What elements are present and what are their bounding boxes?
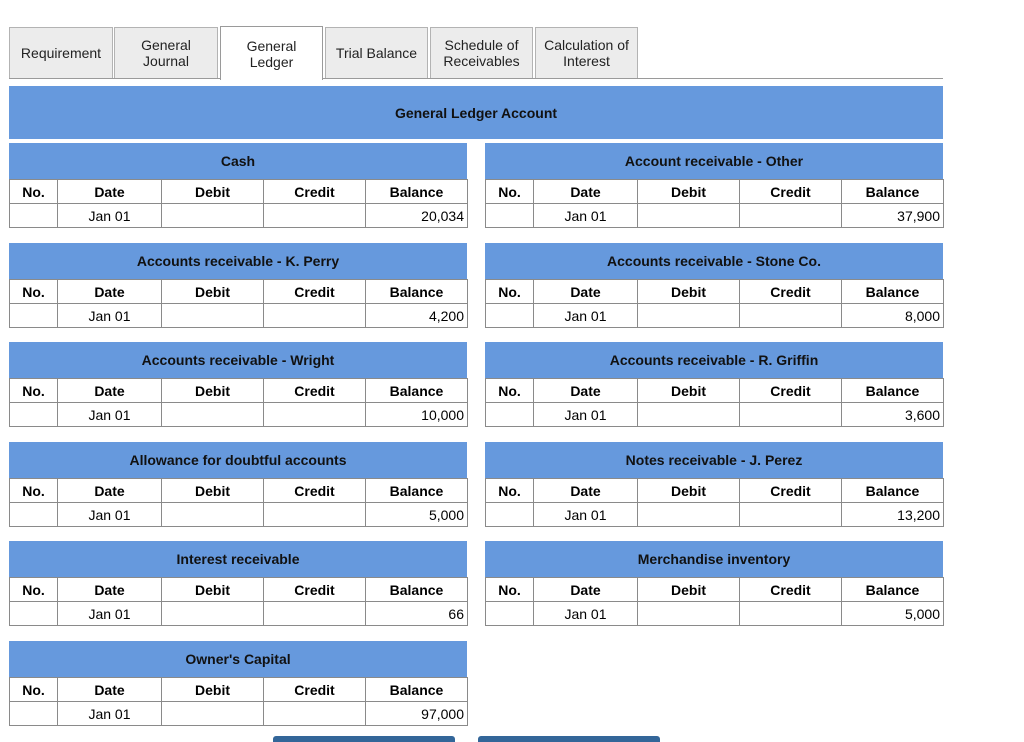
- col-header-debit: Debit: [638, 578, 740, 602]
- cell-debit[interactable]: [162, 304, 264, 328]
- cell-balance: 97,000: [366, 702, 468, 726]
- col-header-no: No.: [486, 379, 534, 403]
- cell-credit[interactable]: [264, 503, 366, 527]
- table-row: [486, 403, 944, 427]
- general-ledger-header: [9, 86, 943, 139]
- account-title: [485, 541, 943, 577]
- account-title: [485, 342, 943, 378]
- cell-credit[interactable]: [264, 403, 366, 427]
- col-header-credit: Credit: [264, 678, 366, 702]
- cell-balance: 5,000: [842, 602, 944, 626]
- table-row: [486, 503, 944, 527]
- col-header-date: Date: [534, 578, 638, 602]
- ledger-table: [485, 279, 944, 328]
- cell-balance: 66: [366, 602, 468, 626]
- cell-debit[interactable]: [638, 204, 740, 228]
- account-title: [9, 243, 467, 279]
- cell-debit[interactable]: [638, 602, 740, 626]
- col-header-debit: Debit: [162, 280, 264, 304]
- ledger-table: [485, 478, 944, 527]
- tab-schedule-of-receivables[interactable]: Schedule of Receivables: [430, 27, 533, 78]
- cell-no[interactable]: [10, 304, 58, 328]
- col-header-no: No.: [10, 280, 58, 304]
- cell-debit[interactable]: [638, 304, 740, 328]
- col-header-balance: Balance: [842, 379, 944, 403]
- col-header-no: No.: [10, 678, 58, 702]
- col-header-credit: Credit: [264, 379, 366, 403]
- page-title: General Ledger Account: [394, 104, 558, 121]
- tab-requirement[interactable]: Requirement: [9, 27, 113, 78]
- account-title: [485, 143, 943, 179]
- table-row: [10, 403, 468, 427]
- cell-credit[interactable]: [740, 204, 842, 228]
- cell-date: Jan 01: [58, 503, 162, 527]
- cell-debit[interactable]: [162, 503, 264, 527]
- col-header-debit: Debit: [162, 479, 264, 503]
- col-header-balance: Balance: [366, 379, 468, 403]
- ledger-header-row: [10, 280, 468, 304]
- col-header-balance: Balance: [366, 578, 468, 602]
- col-header-debit: Debit: [638, 479, 740, 503]
- cell-balance: 5,000: [366, 503, 468, 527]
- account-title: [485, 243, 943, 279]
- account-name: Cash: [220, 153, 256, 169]
- cell-no[interactable]: [486, 503, 534, 527]
- col-header-balance: Balance: [842, 280, 944, 304]
- ledger-table: [485, 577, 944, 626]
- col-header-debit: Debit: [638, 379, 740, 403]
- ledger-table: [9, 478, 468, 527]
- cell-credit[interactable]: [264, 702, 366, 726]
- cell-date: Jan 01: [534, 602, 638, 626]
- account-name: Owner's Capital: [185, 651, 291, 667]
- ledger-header-row: [10, 479, 468, 503]
- account-title: [9, 541, 467, 577]
- cell-credit[interactable]: [740, 503, 842, 527]
- tab-general-journal[interactable]: General Journal: [114, 27, 218, 78]
- cell-date: Jan 01: [58, 602, 162, 626]
- col-header-credit: Credit: [740, 578, 842, 602]
- col-header-debit: Debit: [162, 379, 264, 403]
- col-header-no: No.: [10, 578, 58, 602]
- ledger-table: [9, 378, 468, 427]
- col-header-date: Date: [534, 379, 638, 403]
- ledger-header-row: [486, 479, 944, 503]
- account-title: [485, 442, 943, 478]
- cell-balance: 20,034: [366, 204, 468, 228]
- ledger-header-row: [486, 578, 944, 602]
- account-title: [9, 143, 467, 179]
- table-row: [10, 602, 468, 626]
- account-name: Allowance for doubtful accounts: [129, 452, 347, 468]
- tab-calculation-of-interest[interactable]: Calculation of Interest: [535, 27, 638, 78]
- cell-date: Jan 01: [534, 204, 638, 228]
- col-header-date: Date: [58, 578, 162, 602]
- ledger-table: [9, 279, 468, 328]
- ledger-account-merchandise-inventory: [485, 541, 943, 626]
- cell-date: Jan 01: [58, 403, 162, 427]
- ledger-header-row: [10, 578, 468, 602]
- ledger-account-accounts-receivable-k-perry: [9, 243, 467, 328]
- ledger-account-notes-receivable-j-perez: [485, 442, 943, 527]
- ledger-table: [485, 179, 944, 228]
- cell-debit[interactable]: [638, 503, 740, 527]
- col-header-credit: Credit: [264, 578, 366, 602]
- ledger-account-accounts-receivable-wright: [9, 342, 467, 427]
- col-header-date: Date: [58, 180, 162, 204]
- ledger-account-accounts-receivable-stone-co: [485, 243, 943, 328]
- account-name: Notes receivable - J. Perez: [625, 452, 803, 468]
- cell-balance: 8,000: [842, 304, 944, 328]
- ledger-account-cash: [9, 143, 467, 228]
- col-header-balance: Balance: [366, 678, 468, 702]
- col-header-no: No.: [486, 180, 534, 204]
- account-name: Accounts receivable - Stone Co.: [607, 253, 821, 269]
- account-name: Accounts receivable - Wright: [141, 352, 335, 368]
- cell-debit[interactable]: [162, 204, 264, 228]
- ledger-header-row: [486, 280, 944, 304]
- col-header-no: No.: [486, 280, 534, 304]
- tab-bar-divider: [9, 78, 943, 79]
- cell-no[interactable]: [486, 204, 534, 228]
- cell-balance: 3,600: [842, 403, 944, 427]
- cell-debit[interactable]: [162, 602, 264, 626]
- table-row: [10, 503, 468, 527]
- col-header-balance: Balance: [842, 479, 944, 503]
- cell-debit[interactable]: [162, 702, 264, 726]
- ledger-account-owner-s-capital: [9, 641, 467, 726]
- col-header-date: Date: [58, 280, 162, 304]
- table-row: [10, 702, 468, 726]
- ledger-header-row: [486, 379, 944, 403]
- ledger-account-account-receivable-other: [485, 143, 943, 228]
- cell-balance: 4,200: [366, 304, 468, 328]
- col-header-no: No.: [10, 379, 58, 403]
- cell-credit[interactable]: [740, 403, 842, 427]
- ledger-header-row: [10, 180, 468, 204]
- ledger-account-allowance-for-doubtful-accounts: [9, 442, 467, 527]
- col-header-debit: Debit: [162, 578, 264, 602]
- next-button[interactable]: [478, 736, 660, 742]
- col-header-date: Date: [58, 379, 162, 403]
- ledger-header-row: [486, 180, 944, 204]
- cell-credit[interactable]: [740, 602, 842, 626]
- col-header-balance: Balance: [842, 578, 944, 602]
- cell-credit[interactable]: [264, 304, 366, 328]
- ledger-table: [9, 577, 468, 626]
- cell-credit[interactable]: [740, 304, 842, 328]
- ledger-header-row: [10, 678, 468, 702]
- account-name: Account receivable - Other: [624, 153, 804, 169]
- table-row: [486, 602, 944, 626]
- cell-no[interactable]: [10, 204, 58, 228]
- ledger-header-row: [10, 379, 468, 403]
- col-header-credit: Credit: [740, 280, 842, 304]
- table-row: [10, 304, 468, 328]
- account-name: Accounts receivable - R. Griffin: [609, 352, 819, 368]
- col-header-balance: Balance: [366, 280, 468, 304]
- account-title: [9, 641, 467, 677]
- account-title: [9, 442, 467, 478]
- cell-date: Jan 01: [534, 304, 638, 328]
- col-header-date: Date: [58, 678, 162, 702]
- col-header-date: Date: [58, 479, 162, 503]
- cell-no[interactable]: [10, 602, 58, 626]
- cell-no[interactable]: [486, 403, 534, 427]
- col-header-no: No.: [486, 578, 534, 602]
- cell-credit[interactable]: [264, 602, 366, 626]
- col-header-debit: Debit: [638, 280, 740, 304]
- col-header-no: No.: [10, 479, 58, 503]
- col-header-credit: Credit: [740, 180, 842, 204]
- cell-balance: 37,900: [842, 204, 944, 228]
- ledger-account-accounts-receivable-r-griffin: [485, 342, 943, 427]
- cell-no[interactable]: [10, 702, 58, 726]
- account-name: Merchandise inventory: [637, 551, 791, 567]
- cell-debit[interactable]: [638, 403, 740, 427]
- col-header-credit: Credit: [740, 379, 842, 403]
- col-header-credit: Credit: [264, 479, 366, 503]
- account-title: [9, 342, 467, 378]
- col-header-no: No.: [10, 180, 58, 204]
- col-header-date: Date: [534, 280, 638, 304]
- ledger-table: [9, 179, 468, 228]
- col-header-balance: Balance: [842, 180, 944, 204]
- prev-button[interactable]: [273, 736, 455, 742]
- cell-no[interactable]: [10, 403, 58, 427]
- cell-date: Jan 01: [58, 204, 162, 228]
- table-row: [486, 204, 944, 228]
- tab-bar: [9, 26, 943, 80]
- cell-date: Jan 01: [534, 403, 638, 427]
- col-header-date: Date: [534, 180, 638, 204]
- tab-general-ledger[interactable]: General Ledger: [220, 26, 323, 80]
- col-header-debit: Debit: [638, 180, 740, 204]
- ledger-table: [485, 378, 944, 427]
- cell-no[interactable]: [486, 602, 534, 626]
- cell-credit[interactable]: [264, 204, 366, 228]
- cell-no[interactable]: [486, 304, 534, 328]
- tab-trial-balance[interactable]: Trial Balance: [325, 27, 428, 78]
- cell-date: Jan 01: [58, 304, 162, 328]
- col-header-date: Date: [534, 479, 638, 503]
- cell-debit[interactable]: [162, 403, 264, 427]
- col-header-credit: Credit: [740, 479, 842, 503]
- col-header-debit: Debit: [162, 678, 264, 702]
- cell-date: Jan 01: [534, 503, 638, 527]
- ledger-table: [9, 677, 468, 726]
- col-header-balance: Balance: [366, 180, 468, 204]
- col-header-credit: Credit: [264, 180, 366, 204]
- col-header-credit: Credit: [264, 280, 366, 304]
- cell-date: Jan 01: [58, 702, 162, 726]
- account-name: Accounts receivable - K. Perry: [136, 253, 340, 269]
- col-header-debit: Debit: [162, 180, 264, 204]
- table-row: [486, 304, 944, 328]
- account-name: Interest receivable: [176, 551, 300, 567]
- col-header-no: No.: [486, 479, 534, 503]
- table-row: [10, 204, 468, 228]
- col-header-balance: Balance: [366, 479, 468, 503]
- cell-balance: 10,000: [366, 403, 468, 427]
- cell-balance: 13,200: [842, 503, 944, 527]
- ledger-account-interest-receivable: [9, 541, 467, 626]
- cell-no[interactable]: [10, 503, 58, 527]
